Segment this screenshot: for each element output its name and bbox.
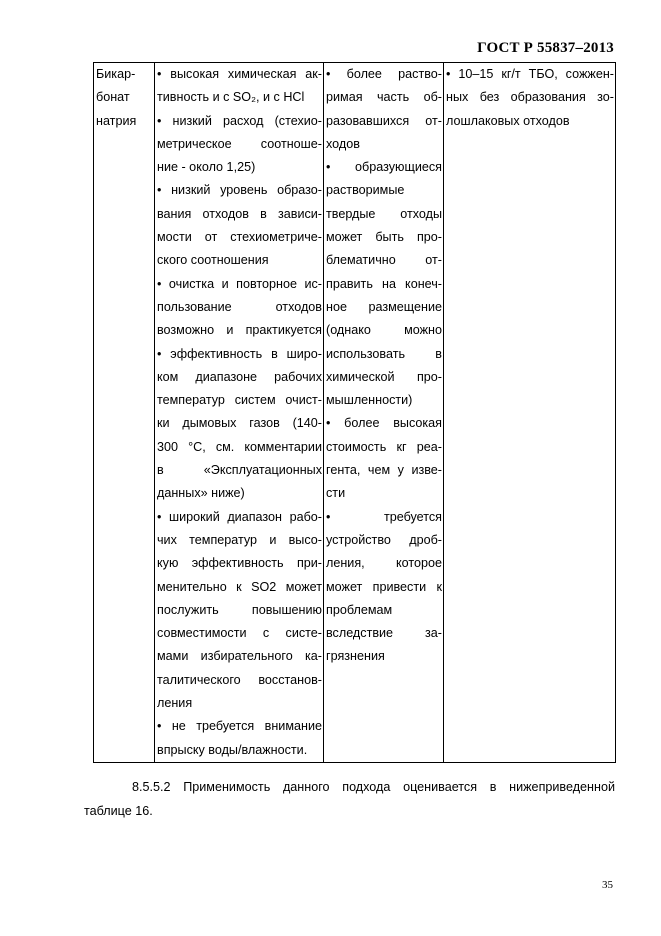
cell-line: мости от стехиометриче- — [157, 230, 322, 245]
table-row — [94, 63, 616, 763]
paragraph-line: таблице 16. — [84, 804, 153, 818]
cell-line: талитического восстанов- — [157, 672, 322, 687]
cell-line: возможно и практикуется — [157, 323, 322, 338]
cell-line: может привести к — [326, 579, 442, 594]
advantages-cell — [155, 63, 324, 763]
cell-line: • более раство- — [326, 67, 442, 81]
cell-line: растворимые — [326, 183, 405, 198]
paragraph-line: 8.5.5.2 Применимость данного подхода оценивается в нижеприведенной — [132, 780, 615, 794]
cell-line: ных без образования зо- — [446, 90, 614, 105]
disadvantages-cell — [324, 63, 444, 763]
cell-line: • 10–15 кг/т ТБО, сожжен- — [446, 67, 614, 81]
cell-line: править на конеч- — [326, 276, 442, 291]
cell-line: данных» ниже) — [157, 486, 245, 501]
cell-line: совместимости с систе- — [157, 626, 322, 641]
cell-line: • широкий диапазон рабо- — [157, 509, 322, 524]
cell-line: химической про- — [326, 369, 442, 384]
cell-line: твердые отходы — [326, 206, 442, 221]
cell-line: грязнения — [326, 649, 385, 664]
cell-line: ления — [157, 696, 193, 711]
notes-cell — [444, 63, 616, 763]
cell-line: метрическое соотноше- — [157, 136, 322, 151]
cell-line: римая часть об- — [326, 90, 442, 105]
cell-line: • очистка и повторное ис- — [157, 276, 322, 291]
cell-line: ком диапазоне рабочих — [157, 369, 322, 384]
cell-line: устройство дроб- — [326, 532, 442, 547]
cell-line: гента, чем у изве- — [326, 463, 442, 478]
reagent-comparison-table — [93, 62, 616, 763]
cell-line: послужить повышению — [157, 602, 322, 617]
cell-line: сти — [326, 486, 346, 501]
cell-line: блематично от- — [326, 253, 442, 268]
cell-line: • высокая химическая ак- — [157, 67, 322, 81]
reagent-name-cell — [94, 63, 155, 763]
cell-line: лошлаковых отходов — [446, 113, 570, 128]
standard-header: ГОСТ Р 55837–2013 — [477, 40, 614, 56]
cell-line: температур систем очист- — [157, 393, 322, 408]
cell-line: ное размещение — [326, 299, 442, 314]
cell-line: бонат — [96, 90, 130, 105]
cell-line: 300 °С, см. комментарии — [157, 439, 322, 454]
cell-line: вания отходов в зависи- — [157, 206, 322, 221]
cell-line: ки дымовых газов (140- — [157, 416, 322, 431]
cell-line: чих температур и высо- — [157, 532, 322, 547]
cell-line: ского соотношения — [157, 253, 269, 268]
cell-line: вследствие за- — [326, 626, 442, 641]
cell-line: • образующиеся — [326, 160, 442, 175]
cell-line: менительно к SO2 может — [157, 579, 322, 594]
cell-line: может быть про- — [326, 230, 442, 245]
cell-line: использовать в — [326, 346, 442, 361]
cell-line: • требуется — [326, 509, 442, 524]
cell-line: пользование отходов — [157, 299, 322, 314]
cell-line: (однако можно — [326, 323, 442, 338]
cell-line: разовавшихся от- — [326, 113, 442, 128]
cell-line: проблемам — [326, 602, 393, 617]
cell-line: натрия — [96, 113, 137, 128]
cell-line: мышленности) — [326, 393, 413, 408]
cell-line: ления, которое — [326, 556, 442, 571]
cell-line: Бикар- — [96, 67, 136, 81]
cell-line: впрыску воды/влажности. — [157, 742, 308, 757]
body-paragraph — [84, 775, 615, 823]
cell-line: кую эффективность при- — [157, 556, 322, 571]
cell-line: мами избирательного ка- — [157, 649, 322, 664]
cell-line: ходов — [326, 136, 360, 151]
cell-line: тивность и с SO₂, и с HCl — [157, 90, 305, 105]
cell-line: • более высокая — [326, 416, 442, 431]
cell-line: • низкий расход (стехио- — [157, 113, 322, 128]
cell-line: • эффективность в широ- — [157, 346, 322, 361]
page-number: 35 — [602, 879, 613, 891]
cell-line: стоимость кг реа- — [326, 439, 442, 454]
cell-line: ние - около 1,25) — [157, 160, 256, 175]
cell-line: • не требуется внимание — [157, 719, 322, 734]
cell-line: • низкий уровень образо- — [157, 183, 322, 198]
cell-line: в «Эксплуатационных — [157, 463, 322, 478]
